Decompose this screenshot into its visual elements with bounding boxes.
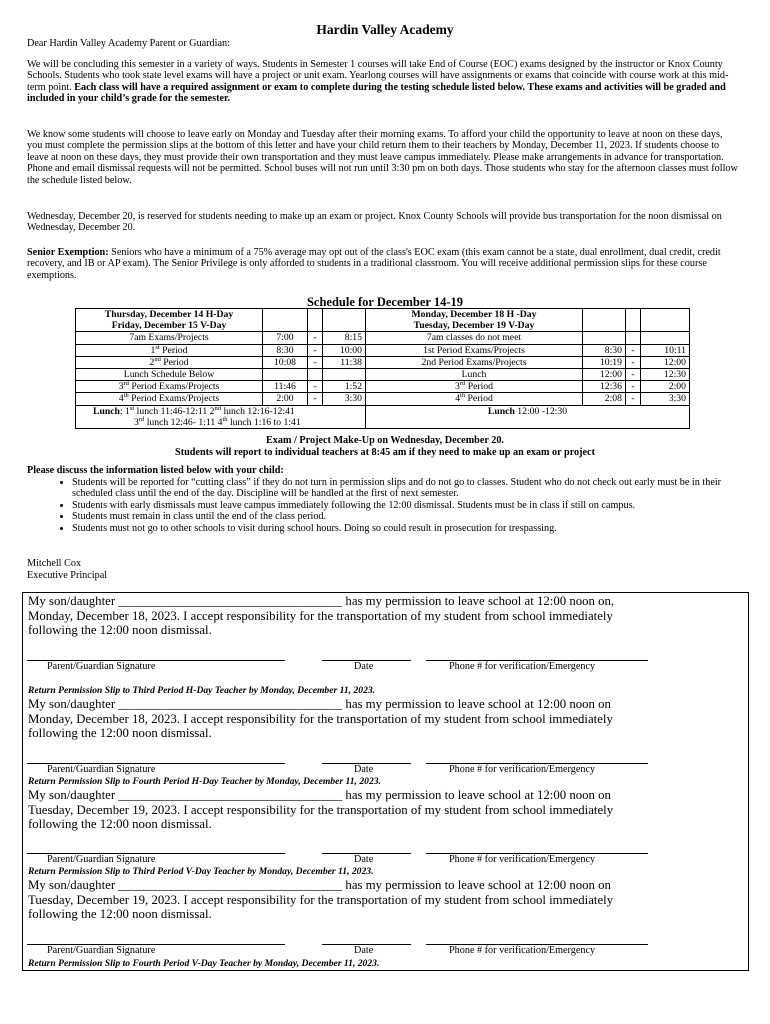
left-end: 1:52 (323, 381, 366, 393)
right-period: 1st Period Exams/Projects (366, 344, 583, 356)
period-num: 3 (118, 381, 124, 393)
left-end: 10:00 (323, 344, 366, 356)
left-start: 10:08 (263, 356, 308, 368)
right-dash (626, 332, 641, 344)
lunch-label: Lunch (487, 405, 515, 417)
left-period (76, 356, 263, 368)
date-label: Date (354, 764, 374, 775)
period-num: 3 (455, 381, 460, 393)
permission-slip (28, 878, 740, 922)
period-num: 1 (150, 344, 156, 356)
left-period (76, 381, 263, 393)
left-period: 7am Exams/Projects (76, 332, 263, 344)
left-start (263, 369, 308, 381)
permission-slip (28, 594, 740, 638)
period-sup: nd (154, 355, 161, 363)
right-start (583, 332, 626, 344)
schedule-table (75, 308, 690, 429)
right-end: 12:30 (641, 369, 690, 381)
left-dash (308, 369, 323, 381)
slip-line: My son/daughter ___________________________________ has my permission to leave school at 12:00 noon on (28, 697, 611, 711)
period-rest: Period Exams/Projects (128, 381, 220, 393)
paragraph-exams-bold: Each class will have a required assignment or exam to complete during the testing schedule listed below. These exams and activities will be graded and included in your child’s grade for the semester. (27, 81, 726, 105)
paragraph-exams (27, 59, 739, 105)
right-day-header (366, 309, 583, 332)
lunch-row (76, 405, 690, 429)
left-dash: - (308, 332, 323, 344)
period-rest: Period (160, 356, 189, 368)
slip-line: My son/daughter ___________________________________ has my permission to leave school at 12:00 noon on, (28, 594, 615, 608)
lunch-text: 12:00 -12:30 (514, 405, 568, 417)
lunch-sup: st (129, 404, 135, 412)
slip-line: following the 12:00 noon dismissal. (28, 907, 212, 922)
lunch-text: lunch 12:46- 1:11 4 (144, 417, 223, 429)
left-start: 2:00 (263, 393, 308, 405)
makeup-line-2: Students will report to individual teachers at 8:45 am if they need to make up an exam or project (175, 447, 595, 458)
period-rest: Period (159, 344, 188, 356)
lunch-sup: nd (214, 404, 222, 412)
right-start: 12:36 (583, 381, 626, 393)
left-dash: - (308, 344, 323, 356)
blank-cell (583, 309, 626, 332)
signature-label: Parent/Guardian Signature (47, 661, 156, 672)
right-header-line2: Tuesday, December 19 V-Day (413, 320, 535, 332)
left-header-line2: Friday, December 15 V-Day (111, 320, 227, 332)
signature-label: Parent/Guardian Signature (47, 945, 156, 956)
schedule-row (76, 393, 690, 405)
lunch-label: Lunch (93, 405, 120, 417)
return-instruction: Return Permission Slip to Third Period V-Day Teacher by Monday, December 11, 2023. (28, 866, 374, 877)
period-rest: Period (465, 393, 493, 405)
left-end: 11:38 (323, 356, 366, 368)
lunch-sup: th (222, 415, 228, 423)
period-sup: th (123, 392, 129, 400)
period-sup: rd (459, 379, 466, 387)
schedule-row (76, 381, 690, 393)
lunch-text: : 1 (119, 405, 130, 417)
phone-label: Phone # for verification/Emergency (449, 945, 596, 956)
date-label: Date (354, 945, 374, 956)
slip-line: following the 12:00 noon dismissal. (28, 726, 212, 741)
lunch-text: lunch 1:16 to 1:41 (227, 417, 301, 429)
slip-line: Monday, December 18, 2023. I accept responsibility for the transportation of my student from school immediately (28, 711, 613, 726)
left-end: 3:30 (323, 393, 366, 405)
left-header-line1: Thursday, December 14 H-Day (104, 309, 234, 320)
left-end: 8:15 (323, 332, 366, 344)
blank-cell (626, 309, 641, 332)
left-day-header (76, 309, 263, 332)
right-start: 2:08 (583, 393, 626, 405)
phone-label: Phone # for verification/Emergency (449, 764, 596, 775)
right-header-line1: Monday, December 18 H -Day (411, 309, 537, 320)
left-dash: - (308, 393, 323, 405)
period-num: 4 (455, 393, 461, 405)
permission-slip (28, 697, 740, 741)
right-end: 3:30 (641, 393, 690, 405)
right-lunch-schedule (366, 405, 690, 429)
right-dash: - (626, 393, 641, 405)
blank-cell (263, 309, 308, 332)
signer-name: Mitchell Cox (27, 558, 82, 569)
right-start: 8:30 (583, 344, 626, 356)
right-period: 2nd Period Exams/Projects (366, 356, 583, 368)
slip-line: My son/daughter ___________________________________ has my permission to leave school at 12:00 noon on (28, 788, 611, 802)
period-sup: rd (123, 379, 129, 387)
bullet-list (40, 477, 762, 534)
signer-title: Executive Principal (27, 570, 108, 581)
slip-line: Tuesday, December 19, 2023. I accept responsibility for the transportation of my student from school immediately (28, 802, 614, 817)
schedule-row (76, 344, 690, 356)
right-start: 10:19 (583, 356, 626, 368)
senior-exemption-text: Seniors who have a minimum of a 75% average may opt out of the class's EOC exam (this exam cannot be a state, dual enrollment, dual credit, credit recovery, and IB or AP exam). The Senior Privilege is only afforded to students in a traditional classroom. You will receive additional permission slips for these course exemptions. (27, 247, 721, 281)
page-title: Hardin Valley Academy (316, 22, 454, 37)
left-start: 8:30 (263, 344, 308, 356)
greeting: Dear Hardin Valley Academy Parent or Guardian: (27, 38, 230, 49)
paragraph-senior-exemption (27, 247, 739, 281)
slip-line: Monday, December 18, 2023. I accept responsibility for the transportation of my student from school immediately (28, 608, 613, 623)
paragraph-early-leave: We know some students will choose to leave early on Monday and Tuesday after their morning exams. To afford your child the opportunity to leave at noon on these days, you must complete the permission slips at the bottom of this letter and have your child return them to their teachers by Monday, December 11, 2023. If students choose to leave at noon on these days, they must provide their own transportation and they must leave campus immediately. Please make arrangements in advance for transportation. Phone and email dismissal requests will not be permitted. School buses will not run until 3:30 pm on both days. Those students who stay for the afternoon classes must follow the schedule listed below. (27, 129, 738, 186)
right-period: 7am classes do not meet (366, 332, 583, 344)
schedule-row (76, 332, 690, 344)
left-end (323, 369, 366, 381)
period-num: 4 (118, 393, 124, 405)
left-period (76, 344, 263, 356)
schedule-title: Schedule for December 14-19 (306, 295, 464, 309)
right-period (366, 393, 583, 405)
permission-slip (28, 788, 740, 832)
left-dash: - (308, 381, 323, 393)
phone-label: Phone # for verification/Emergency (449, 661, 596, 672)
paragraph-exams-text: We will be concluding this semester in a variety of ways. Students in Semester 1 courses will take End of Course (EOC) exams designed by the instructor or Knox County Schools. Students who took state level exams will have a project or unit exam. Yearlong courses will have assignments or exams that coincide with course work at this mid-term point. (27, 59, 729, 93)
right-dash: - (626, 369, 641, 381)
list-item: • Students must remain in class until the end of the class period. (72, 511, 762, 522)
left-lunch-schedule (76, 405, 366, 429)
schedule-row (76, 369, 690, 381)
lunch-text: lunch 11:46-12:11 2 (134, 405, 215, 417)
right-dash: - (626, 356, 641, 368)
list-item: • Students will be reported for “cutting class” if they do not turn in permission slips and do not go to classes. Student who do not check out early must be in their scheduled class until the end of the day. Discipline will be handled at the first of next semester. (72, 477, 762, 500)
schedule-row (76, 356, 690, 368)
date-label: Date (354, 854, 374, 865)
blank-cell (641, 309, 690, 332)
right-end: 12:00 (641, 356, 690, 368)
makeup-line-1: Exam / Project Make-Up on Wednesday, December 20. (266, 435, 504, 446)
left-lunch-line1 (79, 406, 362, 417)
schedule-header-row (76, 309, 690, 332)
blank-cell (308, 309, 323, 332)
slip-line: following the 12:00 noon dismissal. (28, 623, 212, 638)
slip-line: following the 12:00 noon dismissal. (28, 817, 212, 832)
left-period (76, 393, 263, 405)
right-dash: - (626, 344, 641, 356)
right-end: 2:00 (641, 381, 690, 393)
left-dash: - (308, 356, 323, 368)
right-period: Lunch (366, 369, 583, 381)
paragraph-makeup-day: Wednesday, December 20, is reserved for students needing to make up an exam or project. Knox County Schools will provide bus transportation for the noon dismissal on Wednesday, December 20. (27, 211, 722, 234)
date-label: Date (354, 661, 374, 672)
list-item: • Students with early dismissals must leave campus immediately following the 12:00 dismissal. Students must be in class if still on campus. (72, 500, 762, 511)
return-instruction: Return Permission Slip to Third Period H-Day Teacher by Monday, December 11, 2023. (28, 685, 376, 696)
lunch-text: lunch 12:16-12:41 (221, 405, 295, 417)
period-num: 2 (149, 356, 155, 368)
left-start: 11:46 (263, 381, 308, 393)
slip-line: My son/daughter ___________________________________ has my permission to leave school at 12:00 noon on (28, 878, 611, 892)
period-rest: Period (465, 381, 493, 393)
phone-label: Phone # for verification/Emergency (449, 854, 596, 865)
right-dash: - (626, 381, 641, 393)
signature-label: Parent/Guardian Signature (47, 854, 156, 865)
lunch-sup: rd (138, 415, 145, 423)
slip-line: Tuesday, December 19, 2023. I accept responsibility for the transportation of my student from school immediately (28, 892, 614, 907)
period-rest: Period Exams/Projects (128, 393, 220, 405)
right-end: 10:11 (641, 344, 690, 356)
list-item: • Students must not go to other schools to visit during school hours. Doing so could result in prosecution for trespassing. (72, 523, 762, 534)
lunch-text: 3 (134, 417, 139, 429)
left-start: 7:00 (263, 332, 308, 344)
right-end (641, 332, 690, 344)
return-instruction: Return Permission Slip to Fourth Period V-Day Teacher by Monday, December 11, 2023. (28, 958, 380, 969)
signature-label: Parent/Guardian Signature (47, 764, 156, 775)
right-start: 12:00 (583, 369, 626, 381)
senior-exemption-label: Senior Exemption: (27, 247, 109, 258)
left-lunch-line2 (79, 417, 362, 428)
period-sup: st (155, 343, 160, 351)
blank-cell (323, 309, 366, 332)
return-instruction: Return Permission Slip to Fourth Period H-Day Teacher by Monday, December 11, 2023. (28, 776, 381, 787)
right-period (366, 381, 583, 393)
period-sup: th (460, 392, 466, 400)
discuss-heading: Please discuss the information listed below with your child: (27, 465, 284, 476)
left-period: Lunch Schedule Below (76, 369, 263, 381)
